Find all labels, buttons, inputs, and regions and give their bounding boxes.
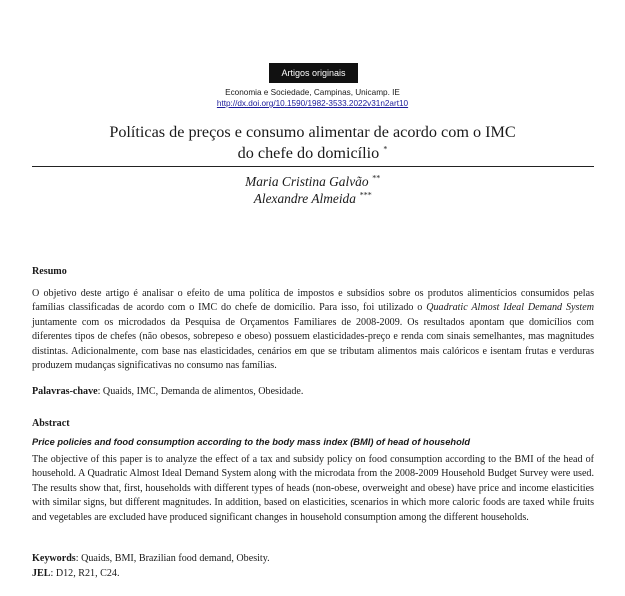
abstract-heading: Abstract — [32, 418, 70, 429]
abstract-keywords-label: Keywords — [32, 553, 76, 564]
author-1 — [0, 173, 625, 190]
author-1-name: Maria Cristina Galvão — [245, 174, 369, 189]
resumo-text-a: O objetivo deste artigo é analisar o efeito de uma política de impostos e subsídios sobre os produtos alimentícios consumidos pelas famílias classificadas de acordo com o IMC do chefe de domicílio. Para isso, foi utilizado o — [32, 288, 594, 314]
resumo-keywords-label: Palavras-chave — [32, 386, 98, 397]
author-1-marker[interactable]: ** — [371, 173, 380, 183]
resumo-text — [32, 287, 594, 373]
article-title — [0, 122, 625, 164]
resumo-heading: Resumo — [32, 266, 67, 277]
jel-label: JEL — [32, 568, 51, 579]
author-2-marker[interactable]: *** — [359, 190, 372, 200]
abstract-text: The objective of this paper is to analyze the effect of a tax and subsidy policy on food consumption according to the BMI of the head of household. A Quadratic Almost Ideal Demand System along with the microdata from the 2008-2009 Household Budget Survey were used. The results show that, first, households with different types of heads (non-obese, overweight and obese) have price and income elasticities with similar signs, but different magnitudes. In addition, based on elasticities, scenarios in which more caloric foods are taxed while fruits and vegetables are excluded have produced significant changes in household consumption among the different households. — [32, 454, 594, 523]
resumo-keywords — [32, 385, 594, 399]
resumo-text-b: juntamente com os microdados da Pesquisa de Orçamentos Familiares de 2008-2009. Os resultados apontam que domicílios com diferentes tipos de chefes (não obesos, sobrepeso e obeso) possuem elasticidades-preço e renda com sinais semelhantes, mas magnitudes distintas. Adicionalmente, com base nas elasticidades, cenários em que se tributam alimentos mais calóricos e isentam frutas e verduras produzem mudanças significativas no consumo nas famílias. — [32, 316, 594, 372]
abstract-keywords — [32, 552, 594, 566]
author-2 — [0, 190, 625, 207]
abstract-subtitle: Price policies and food consumption according to the body mass index (BMI) of head of household — [32, 437, 471, 447]
author-2-name: Alexandre Almeida — [253, 191, 356, 206]
journal-info: Economia e Sociedade, Campinas, Unicamp. IE — [225, 88, 400, 97]
title-footnote-marker[interactable]: * — [383, 144, 388, 154]
doi-link[interactable]: http://dx.doi.org/10.1590/1982-3533.2022v31n2art10 — [216, 99, 409, 108]
resumo-keywords-value: : Quaids, IMC, Demanda de alimentos, Obesidade. — [97, 386, 304, 397]
jel-value: : D12, R21, C24. — [50, 568, 120, 579]
title-line-2 — [0, 143, 625, 164]
resumo-text-italic: Quadratic Almost Ideal Demand System — [426, 302, 594, 314]
title-divider — [32, 166, 594, 167]
title-line-1: Políticas de preços e consumo alimentar de acordo com o IMC — [109, 123, 516, 141]
abstract-keywords-value: : Quaids, BMI, Brazilian food demand, Obesity. — [75, 553, 270, 564]
jel-codes — [32, 567, 594, 581]
section-badge: Artigos originais — [269, 63, 358, 83]
title-line-2-text: do chefe do domicílio — [237, 144, 380, 162]
